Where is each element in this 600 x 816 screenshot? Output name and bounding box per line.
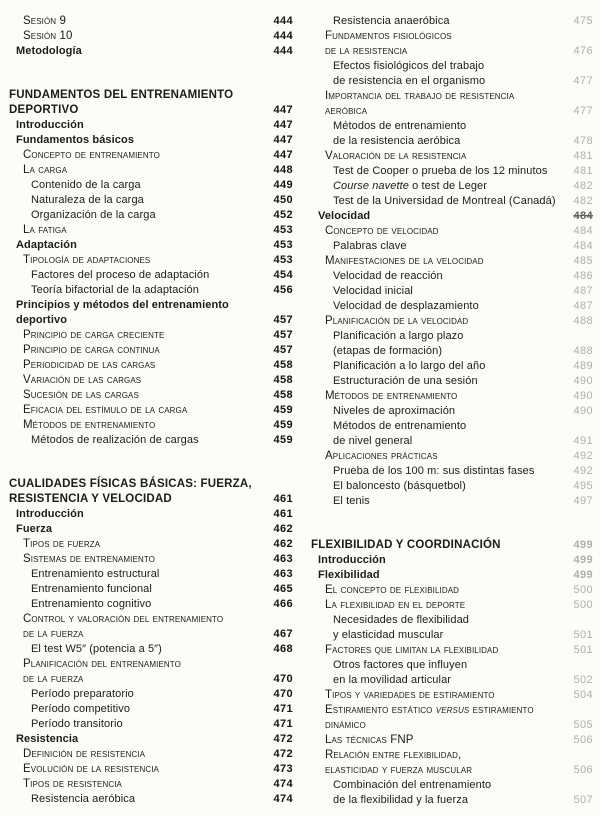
toc-entry <box>9 747 293 762</box>
page-number: 468 <box>273 643 293 655</box>
entry-title: Eficacia del estímulo de la carga <box>23 404 188 416</box>
toc-entry <box>311 374 593 389</box>
toc-entry <box>9 687 293 702</box>
page-number: 481 <box>573 150 593 162</box>
page-number: 447 <box>273 119 293 131</box>
page-number: 450 <box>273 194 293 206</box>
toc-entry <box>9 792 293 807</box>
toc-entry <box>9 433 293 448</box>
page-number: 472 <box>273 748 293 760</box>
page-number: 505 <box>573 719 593 731</box>
entry-title: Fuerza <box>16 523 53 535</box>
toc-entry <box>311 224 593 239</box>
page-number: 463 <box>273 553 293 565</box>
page-number: 484 <box>573 240 593 252</box>
toc-entry <box>311 583 593 598</box>
entry-title: Concepto de velocidad <box>325 225 439 237</box>
entry-title: Resistencia <box>16 733 79 745</box>
toc-entry <box>311 464 593 479</box>
entry-title: de nivel general <box>333 435 413 447</box>
entry-title: deportivo <box>16 314 68 326</box>
page-number: 458 <box>273 389 293 401</box>
toc-entry <box>9 373 293 388</box>
page-number: 490 <box>573 375 593 387</box>
entry-title: Planificación de la velocidad <box>325 315 469 327</box>
page-number: 484 <box>573 225 593 237</box>
page-number: 477 <box>573 105 593 117</box>
toc-entry <box>311 269 593 284</box>
page-number: 475 <box>573 15 593 27</box>
page-number: 461 <box>273 493 293 505</box>
entry-title: Estiramiento estático versus estiramiento <box>325 704 534 716</box>
toc-entry <box>9 253 293 268</box>
entry-title: Estructuración de una sesión <box>333 375 478 387</box>
page-number: 501 <box>573 629 593 641</box>
entry-title: de la resistencia <box>325 45 408 57</box>
toc-entry <box>311 149 593 164</box>
entry-title: Fundamentos básicos <box>16 134 135 146</box>
toc-entry <box>9 717 293 732</box>
toc-entry <box>9 44 293 59</box>
entry-title: elasticidad y fuerza muscular <box>325 764 473 776</box>
toc-entry <box>9 298 293 328</box>
entry-title: de la resistencia aeróbica <box>333 135 461 147</box>
toc-entry <box>9 283 293 298</box>
entry-title: Concepto de entrenamiento <box>23 149 160 161</box>
entry-title: Resistencia anaeróbica <box>333 15 450 27</box>
entry-title: Aplicaciones prácticas <box>325 450 438 462</box>
entry-title: FUNDAMENTOS DEL ENTRENAMIENTO <box>9 89 234 101</box>
page-number: 453 <box>273 254 293 266</box>
entry-title: (etapas de formación) <box>333 345 443 357</box>
page-number: 457 <box>273 329 293 341</box>
page-number: 471 <box>273 718 293 730</box>
toc-entry <box>311 389 593 404</box>
page-number: 457 <box>273 344 293 356</box>
entry-title: Las técnicas FNP <box>325 734 414 746</box>
page-number: 470 <box>273 673 293 685</box>
page-number: 477 <box>573 75 593 87</box>
entry-title: Valoración de la resistencia <box>325 150 467 162</box>
entry-title: de la fuerza <box>23 673 84 685</box>
toc-entry <box>9 148 293 163</box>
entry-title: Tipos de resistencia <box>23 778 122 790</box>
page-number: 490 <box>573 390 593 402</box>
page-number: 474 <box>273 793 293 805</box>
entry-title: Factores del proceso de adaptación <box>31 269 210 281</box>
page-number: 465 <box>273 583 293 595</box>
entry-title: Metodología <box>16 45 82 57</box>
entry-title: Control y valoración del entrenamiento <box>23 613 224 625</box>
entry-title: Naturaleza de la carga <box>31 194 144 206</box>
page-number: 448 <box>273 164 293 176</box>
entry-title: DEPORTIVO <box>9 104 79 116</box>
page-number: 453 <box>273 224 293 236</box>
entry-title: Adaptación <box>16 239 77 251</box>
entry-title: El concepto de flexibilidad <box>325 584 460 596</box>
page-number: 507 <box>573 794 593 806</box>
toc-entry <box>9 732 293 747</box>
page-number: 459 <box>273 419 293 431</box>
entry-title: Evolución de la resistencia <box>23 763 159 775</box>
page-number: 474 <box>273 778 293 790</box>
toc-entry <box>311 778 593 808</box>
toc-column-right <box>311 14 593 808</box>
page-number: 492 <box>573 450 593 462</box>
toc-entry <box>311 299 593 314</box>
toc-entry <box>9 328 293 343</box>
entry-title: CUALIDADES FÍSICAS BÁSICAS: FUERZA, <box>9 478 252 490</box>
entry-title: Otros factores que influyen <box>333 659 468 671</box>
toc-entry <box>311 164 593 179</box>
entry-title: Introducción <box>318 554 386 566</box>
entry-title: Resistencia aeróbica <box>31 793 136 805</box>
page-number: 461 <box>273 508 293 520</box>
toc-entry <box>311 14 593 29</box>
entry-title: Flexibilidad <box>318 569 380 581</box>
page-number: 459 <box>273 434 293 446</box>
entry-title: Velocidad de desplazamiento <box>333 300 479 312</box>
toc-entry <box>311 748 593 778</box>
entry-title: Efectos fisiológicos del trabajo <box>333 60 485 72</box>
entry-title: Tipos de fuerza <box>23 538 101 550</box>
toc-entry <box>311 119 593 149</box>
toc-entry <box>311 209 593 224</box>
page-number: 470 <box>273 688 293 700</box>
toc-entry <box>9 343 293 358</box>
entry-title: Variación de las cargas <box>23 374 142 386</box>
page-number: 491 <box>573 435 593 447</box>
page-number: 466 <box>273 598 293 610</box>
entry-title: Introducción <box>16 508 84 520</box>
toc-entry <box>311 613 593 643</box>
toc-entry <box>311 658 593 688</box>
entry-title: en la movilidad articular <box>333 674 452 686</box>
entry-title: Métodos de entrenamiento <box>325 390 458 402</box>
entry-title: y elasticidad muscular <box>333 629 444 641</box>
page-number: 506 <box>573 734 593 746</box>
toc-entry <box>311 254 593 269</box>
page-number: 452 <box>273 209 293 221</box>
entry-title: Prueba de los 100 m: sus distintas fases <box>333 465 535 477</box>
toc-entry <box>9 418 293 433</box>
toc-entry <box>311 329 593 359</box>
toc-entry <box>311 194 593 209</box>
entry-title: FLEXIBILIDAD Y COORDINACIÓN <box>311 539 501 551</box>
entry-title: Combinación del entrenamiento <box>333 779 492 791</box>
page-number: 506 <box>573 764 593 776</box>
toc-column-left <box>9 14 293 807</box>
page-number: 447 <box>273 134 293 146</box>
toc-entry <box>311 59 593 89</box>
entry-title: Test de Cooper o prueba de los 12 minutos <box>333 165 548 177</box>
entry-title: Principio de carga continua <box>23 344 160 356</box>
entry-title: Palabras clave <box>333 240 407 252</box>
entry-title: Principio de carga creciente <box>23 329 165 341</box>
entry-title: Entrenamiento estructural <box>31 568 160 580</box>
entry-title: de la flexibilidad y la fuerza <box>333 794 469 806</box>
page-number: 444 <box>273 45 293 57</box>
entry-title: Planificación a lo largo del año <box>333 360 486 372</box>
entry-title: Principios y métodos del entrenamiento <box>16 299 229 311</box>
entry-title: Teoría bifactorial de la adaptación <box>31 284 199 296</box>
entry-title: Test de la Universidad de Montreal (Canadá) <box>333 195 556 207</box>
page-number: 476 <box>573 45 593 57</box>
page-number: 486 <box>573 270 593 282</box>
toc-entry <box>9 702 293 717</box>
page-number: 458 <box>273 359 293 371</box>
toc-entry <box>9 29 293 44</box>
page-number: 487 <box>573 285 593 297</box>
toc-entry <box>311 733 593 748</box>
entry-title: dinámico <box>325 719 366 731</box>
page-number: 454 <box>273 269 293 281</box>
page-number: 473 <box>273 763 293 775</box>
page-number: 488 <box>573 345 593 357</box>
entry-title: Velocidad inicial <box>333 285 413 297</box>
entry-title: La flexibilidad en el deporte <box>325 599 466 611</box>
page-number: 462 <box>273 523 293 535</box>
page-number: 463 <box>273 568 293 580</box>
page-number: 453 <box>273 239 293 251</box>
page-number: 484 <box>573 210 593 222</box>
entry-title: Periodicidad de las cargas <box>23 359 156 371</box>
toc-entry <box>311 284 593 299</box>
entry-title: Período preparatorio <box>31 688 134 700</box>
page-number: 502 <box>573 674 593 686</box>
entry-title: de la fuerza <box>23 628 84 640</box>
toc-entry <box>311 419 593 449</box>
page-number: 447 <box>273 104 293 116</box>
toc-entry <box>9 537 293 552</box>
page-number: 481 <box>573 165 593 177</box>
toc-entry <box>9 582 293 597</box>
entry-title: Introducción <box>16 119 84 131</box>
page-number: 444 <box>273 15 293 27</box>
entry-title: Niveles de aproximación <box>333 405 456 417</box>
page-number: 504 <box>573 689 593 701</box>
toc-entry <box>311 598 593 613</box>
entry-title: aeróbica <box>325 105 368 117</box>
toc-entry <box>9 657 293 687</box>
toc-entry <box>9 358 293 373</box>
toc-entry <box>311 538 593 553</box>
entry-title: Definición de resistencia <box>23 748 146 760</box>
page-number: 501 <box>573 644 593 656</box>
page-number: 456 <box>273 284 293 296</box>
toc-entry <box>9 762 293 777</box>
page-number: 500 <box>573 584 593 596</box>
toc-entry <box>9 268 293 283</box>
toc-entry <box>9 238 293 253</box>
toc-entry <box>311 643 593 658</box>
entry-title: Sucesión de las cargas <box>23 389 139 401</box>
entry-title: Entrenamiento funcional <box>31 583 152 595</box>
toc-entry <box>9 403 293 418</box>
entry-title: Período competitivo <box>31 703 131 715</box>
entry-title: Contenido de la carga <box>31 179 141 191</box>
page-number: 485 <box>573 255 593 267</box>
toc-entry <box>9 88 293 118</box>
page-number: 459 <box>273 404 293 416</box>
page-number: 487 <box>573 300 593 312</box>
toc-entry <box>9 567 293 582</box>
toc-entry <box>9 223 293 238</box>
page-number: 495 <box>573 480 593 492</box>
page-number: 444 <box>273 30 293 42</box>
entry-title: Métodos de realización de cargas <box>31 434 199 446</box>
page-number: 457 <box>273 314 293 326</box>
toc-entry <box>311 179 593 194</box>
page-number: 471 <box>273 703 293 715</box>
page-number: 472 <box>273 733 293 745</box>
page-number: 500 <box>573 599 593 611</box>
toc-entry <box>9 777 293 792</box>
entry-title: Necesidades de flexibilidad <box>333 614 470 626</box>
entry-title: Tipos y variedades de estiramiento <box>325 689 495 701</box>
toc-entry <box>9 522 293 537</box>
entry-title: Métodos de entrenamiento <box>333 120 467 132</box>
entry-title: Relación entre flexibilidad, <box>325 749 462 761</box>
toc-entry <box>311 568 593 583</box>
toc-entry <box>311 404 593 419</box>
entry-title: El baloncesto (básquetbol) <box>333 480 466 492</box>
entry-title: Course navette o test de Leger <box>333 180 488 192</box>
page-number: 488 <box>573 315 593 327</box>
entry-title: Métodos de entrenamiento <box>333 420 467 432</box>
page-number: 489 <box>573 360 593 372</box>
toc-entry <box>9 163 293 178</box>
page-number: 492 <box>573 465 593 477</box>
toc-entry <box>311 479 593 494</box>
toc-entry <box>311 553 593 568</box>
page-number: 449 <box>273 179 293 191</box>
entry-title: La fatiga <box>23 224 67 236</box>
entry-title: Sesión 10 <box>23 30 73 42</box>
page-number: 490 <box>573 405 593 417</box>
entry-title: Entrenamiento cognitivo <box>31 598 152 610</box>
toc-entry <box>9 552 293 567</box>
toc-entry <box>311 239 593 254</box>
toc-entry <box>9 597 293 612</box>
toc-entry <box>311 29 593 59</box>
page-number: 499 <box>573 554 593 566</box>
entry-title: Planificación a largo plazo <box>333 330 464 342</box>
entry-title: Métodos de entrenamiento <box>23 419 156 431</box>
entry-title: Velocidad de reacción <box>333 270 443 282</box>
toc-entry <box>9 133 293 148</box>
page-number: 482 <box>573 180 593 192</box>
entry-title: Organización de la carga <box>31 209 156 221</box>
entry-title: Planificación del entrenamiento <box>23 658 181 670</box>
page-number: 499 <box>573 569 593 581</box>
toc-entry <box>311 703 593 733</box>
toc-entry <box>9 118 293 133</box>
page-number: 497 <box>573 495 593 507</box>
page-number: 447 <box>273 149 293 161</box>
toc-entry <box>311 449 593 464</box>
entry-title: La carga <box>23 164 68 176</box>
toc-entry <box>9 388 293 403</box>
toc-entry <box>9 178 293 193</box>
toc-entry <box>311 89 593 119</box>
entry-title: Tipología de adaptaciones <box>23 254 151 266</box>
toc-entry <box>9 193 293 208</box>
entry-title: Fundamentos fisiológicos <box>325 30 452 42</box>
entry-title: Sistemas de entrenamiento <box>23 553 155 565</box>
page-number: 458 <box>273 374 293 386</box>
toc-entry <box>9 208 293 223</box>
entry-title: Importancia del trabajo de resistencia <box>325 90 515 102</box>
entry-title: Manifestaciones de la velocidad <box>325 255 484 267</box>
toc-entry <box>311 359 593 374</box>
toc-entry <box>9 612 293 642</box>
entry-title: Factores que limitan la flexibilidad <box>325 644 499 656</box>
page-number: 482 <box>573 195 593 207</box>
toc-entry <box>311 494 593 509</box>
page-number: 467 <box>273 628 293 640</box>
toc-entry <box>9 642 293 657</box>
entry-title: El tenis <box>333 495 370 507</box>
entry-title: El test W5″ (potencia a 5″) <box>31 643 162 655</box>
entry-title: RESISTENCIA Y VELOCIDAD <box>9 493 172 505</box>
entry-title: de resistencia en el organismo <box>333 75 486 87</box>
page-number: 478 <box>573 135 593 147</box>
toc-entry <box>311 314 593 329</box>
entry-title: Sesión 9 <box>23 15 66 27</box>
toc-entry <box>9 14 293 29</box>
entry-title: Período transitorio <box>31 718 123 730</box>
toc-entry <box>311 688 593 703</box>
toc-entry <box>9 507 293 522</box>
entry-title: Velocidad <box>318 210 371 222</box>
page-number: 462 <box>273 538 293 550</box>
toc-entry <box>9 477 293 507</box>
page-number: 499 <box>573 539 593 551</box>
